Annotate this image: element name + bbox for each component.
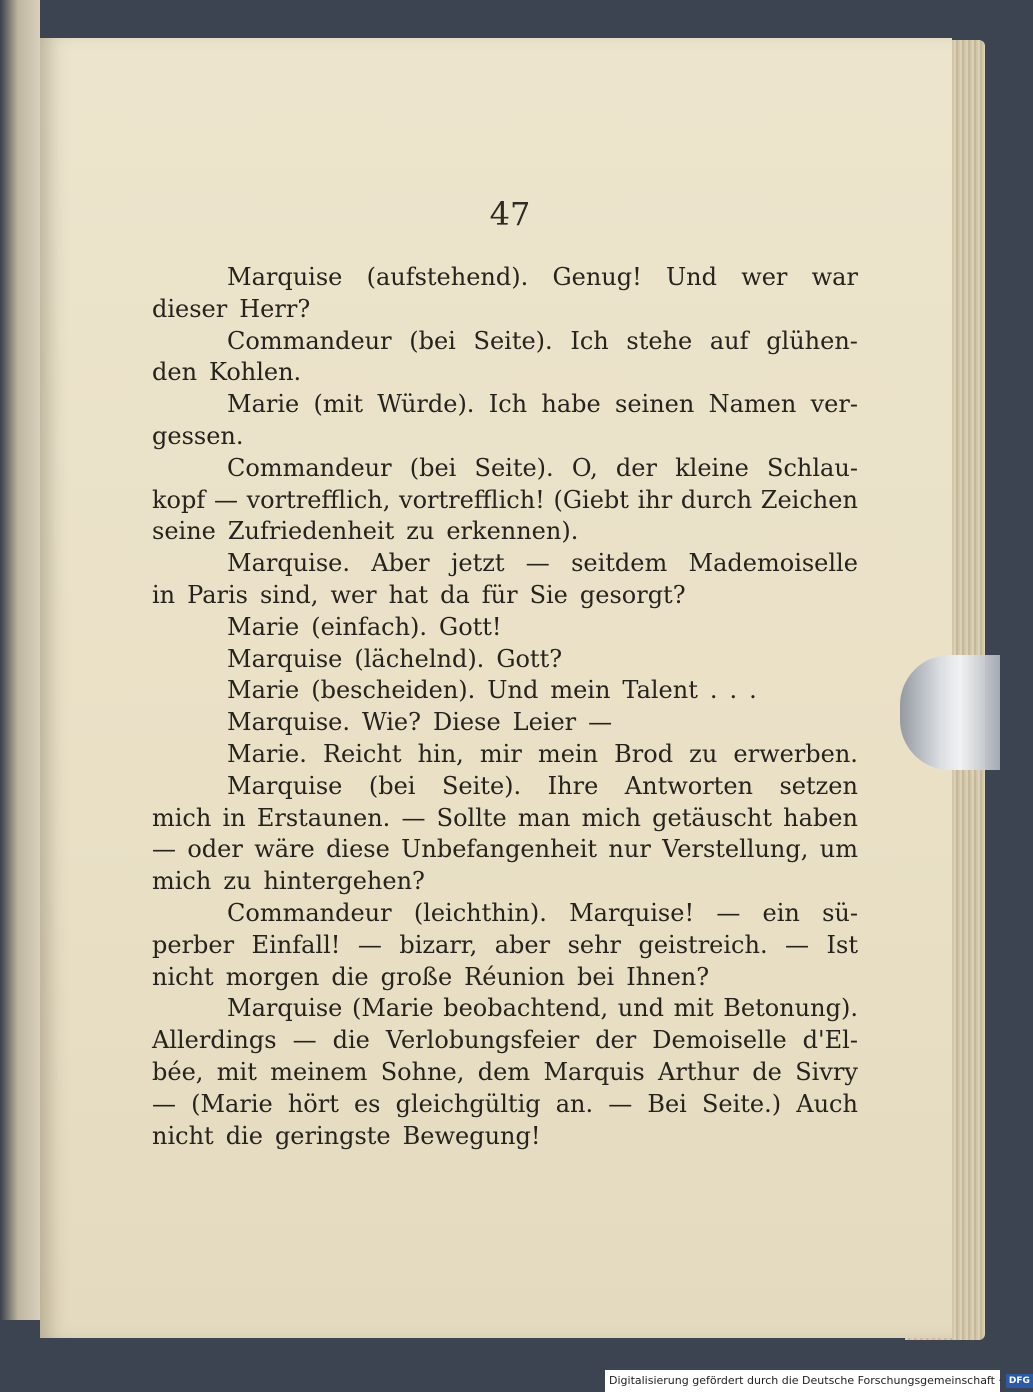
text-line: seine Zufriedenheit zu erkennen).	[152, 517, 579, 546]
text-line: Marquise. Wie? Diese Leier —	[227, 708, 613, 737]
text-line: Marie (bescheiden). Und mein Talent . . .	[227, 676, 757, 705]
text-line: gessen.	[152, 421, 244, 450]
text-line: Commandeur (bei Seite). O, der kleine Schlau-	[227, 453, 858, 482]
text-line: Commandeur (bei Seite). Ich stehe auf glühen-	[227, 326, 858, 355]
page-text	[152, 262, 858, 1152]
text-line: in Paris sind, wer hat da für Sie gesorgt?	[152, 580, 686, 609]
text-line: mich in Erstaunen. — Sollte man mich getäuscht haben	[152, 803, 858, 832]
text-line: kopf — vortrefflich, vortrefflich! (Giebt ihr durch Zeichen	[152, 485, 858, 514]
text-line: nicht morgen die große Réunion bei Ihnen?	[152, 962, 710, 991]
text-line: Marie (einfach). Gott!	[227, 612, 502, 641]
text-line: Marquise. Aber jetzt — seitdem Mademoiselle	[227, 549, 858, 578]
text-line: Marquise (lächelnd). Gott?	[227, 644, 563, 673]
text-line: mich zu hintergehen?	[152, 867, 425, 896]
text-line: Allerdings — die Verlobungsfeier der Demoiselle d'El-	[152, 1026, 858, 1055]
text-line: Marquise (Marie beobachtend, und mit Betonung).	[227, 994, 858, 1023]
text-line: Marquise (bei Seite). Ihre Antworten setzen	[227, 771, 858, 800]
page-clip	[900, 655, 1000, 770]
text-line: bée, mit meinem Sohne, dem Marquis Arthur de Sivry	[152, 1057, 858, 1086]
text-line: — oder wäre diese Unbefangenheit nur Verstellung, um	[152, 835, 858, 864]
text-line: Commandeur (leichthin). Marquise! — ein sü-	[227, 898, 858, 927]
footer-text: Digitalisierung gefördert durch die Deutsche Forschungsgemeinschaft ·	[609, 1374, 1002, 1387]
text-line: nicht die geringste Bewegung!	[152, 1121, 541, 1150]
text-line: Marie (mit Würde). Ich habe seinen Namen ver-	[227, 390, 858, 419]
dfg-logo-icon: DFG	[1006, 1374, 1033, 1388]
text-line: den Kohlen.	[152, 358, 302, 387]
text-line: dieser Herr?	[152, 294, 311, 323]
text-line: perber Einfall! — bizarr, aber sehr geistreich. — Ist	[152, 930, 858, 959]
digitization-footer	[605, 1370, 1030, 1392]
text-line: Marie. Reicht hin, mir mein Brod zu erwerben.	[227, 739, 858, 768]
text-line: — (Marie hört es gleichgültig an. — Bei Seite.) Auch	[152, 1089, 858, 1118]
page-number: 47	[489, 195, 531, 233]
text-line: Marquise (aufstehend). Genug! Und wer war	[227, 263, 858, 291]
